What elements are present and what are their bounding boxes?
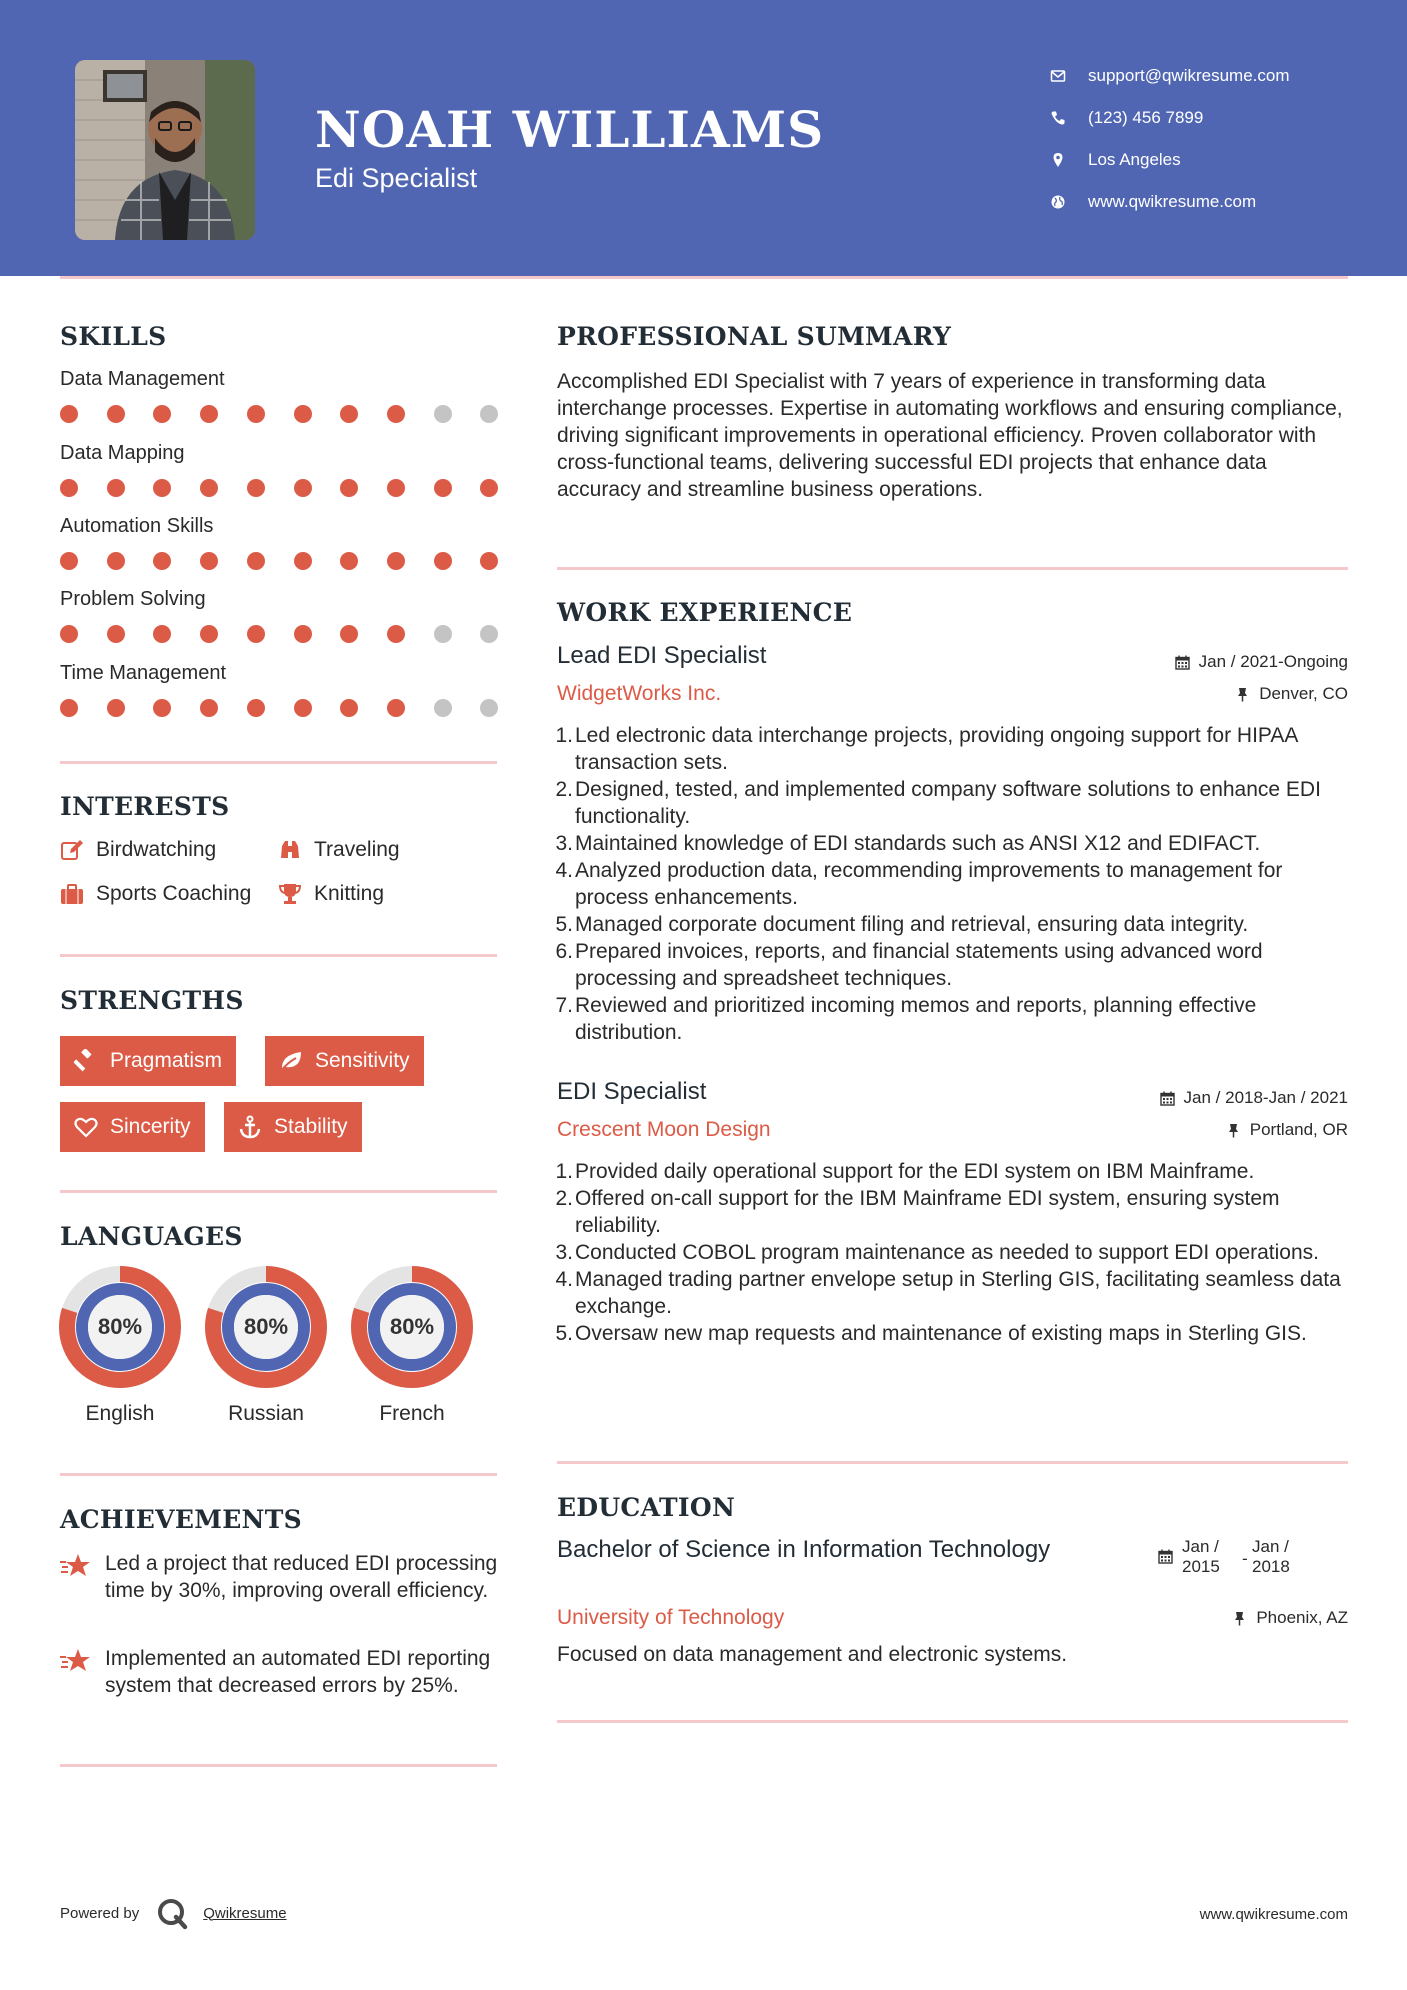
strength-tag	[224, 1102, 362, 1152]
pushpin-icon	[1226, 1123, 1241, 1138]
skill-dot	[247, 625, 265, 643]
skill-dot	[480, 699, 498, 717]
responsibility-item	[557, 992, 1357, 1046]
achievement-text: Implemented an automated EDI reporting system that decreased errors by 25%.	[105, 1647, 491, 1697]
strength-label: Sensitivity	[315, 1049, 410, 1072]
skill-rating	[60, 405, 500, 423]
strengths-heading: STRENGTHS	[60, 986, 244, 1015]
language-ring	[351, 1266, 473, 1388]
responsibility-item	[557, 830, 1357, 857]
skill-dot	[107, 625, 125, 643]
responsibility-number: 2.	[555, 1187, 573, 1210]
responsibility-item	[557, 857, 1357, 911]
responsibility-item	[557, 911, 1357, 938]
strength-tag	[60, 1102, 205, 1152]
responsibility-number: 3.	[555, 832, 573, 855]
education-location	[1232, 1608, 1348, 1628]
skill-dot	[60, 479, 78, 497]
responsibility-item	[557, 1266, 1357, 1320]
responsibility-text: Designed, tested, and implemented company software solutions to enhance EDI functionality.	[575, 778, 1321, 828]
section-divider	[60, 1190, 497, 1193]
skill-dot	[480, 405, 498, 423]
map-marker-icon	[1050, 152, 1066, 168]
footer-powered-by	[60, 1896, 287, 1930]
contact-phone[interactable]	[1050, 97, 1290, 139]
skill-dot	[153, 552, 171, 570]
skill-rating	[60, 479, 500, 497]
pushpin-icon	[1235, 687, 1250, 702]
skill-dot	[200, 552, 218, 570]
language-percent: 80%	[389, 1314, 435, 1339]
language-ring	[59, 1266, 181, 1388]
responsibility-item	[557, 1239, 1357, 1266]
interest-label: Birdwatching	[96, 838, 217, 861]
language-name: French	[379, 1402, 445, 1425]
achievement-item	[60, 1550, 500, 1630]
responsibility-number: 4.	[555, 859, 573, 882]
skill-dot	[153, 625, 171, 643]
experience-heading: WORK EXPERIENCE	[557, 598, 853, 627]
skill-dot	[294, 625, 312, 643]
globe-icon	[1050, 194, 1066, 210]
responsibility-number: 6.	[555, 940, 573, 963]
skill-dot	[387, 479, 405, 497]
skill-dot	[247, 405, 265, 423]
section-divider	[557, 1720, 1348, 1723]
summary-heading: PROFESSIONAL SUMMARY	[557, 322, 952, 351]
education-school: University of Technology	[557, 1606, 785, 1629]
responsibility-item	[557, 1185, 1357, 1239]
strength-label: Pragmatism	[110, 1049, 223, 1072]
anchor-icon	[238, 1115, 262, 1139]
responsibility-number: 2.	[555, 778, 573, 801]
qwikresume-logo-icon	[155, 1896, 189, 1930]
skill-dot	[434, 625, 452, 643]
skill-dot	[340, 625, 358, 643]
education-date-separator: -	[1242, 1549, 1248, 1568]
candidate-name: NOAH WILLIAMS	[315, 100, 825, 159]
responsibility-text: Managed trading partner envelope setup in Sterling GIS, facilitating seamless data exchange.	[575, 1268, 1341, 1318]
skill-dot	[153, 479, 171, 497]
responsibility-item	[557, 938, 1357, 992]
skill-dot	[340, 479, 358, 497]
skill-name: Time Management	[60, 662, 226, 684]
strength-label: Sincerity	[110, 1115, 191, 1138]
contact-email[interactable]	[1050, 55, 1290, 97]
language-name: Russian	[228, 1402, 304, 1425]
language-name: English	[85, 1402, 155, 1425]
job-dates-text: Jan / 2018-Jan / 2021	[1183, 1088, 1348, 1107]
candidate-title: Edi Specialist	[315, 163, 478, 193]
job-location-text: Denver, CO	[1259, 684, 1348, 703]
summary-text: Accomplished EDI Specialist with 7 years of experience in transforming data interchange processes. Expertise in automating workflows and ensuring compliance, driving significant improvements in operational efficiency. Proven collaborator with cross-functional teams, delivering successful EDI projects that enhance data accuracy and streamline business operations.	[557, 370, 1343, 501]
phone-icon	[1050, 110, 1066, 126]
achievement-item	[60, 1645, 500, 1725]
profile-photo	[75, 60, 255, 240]
pushpin-icon	[1232, 1611, 1247, 1626]
resume-header	[0, 0, 1407, 276]
education-dates	[1158, 1537, 1302, 1577]
calendar-icon	[1160, 1091, 1175, 1106]
heart-icon	[74, 1115, 98, 1139]
job-location-text: Portland, OR	[1249, 1120, 1348, 1139]
contact-list	[1050, 55, 1290, 223]
skill-dot	[480, 552, 498, 570]
contact-website-text: www.qwikresume.com	[1088, 192, 1257, 211]
responsibility-number: 5.	[555, 1322, 573, 1345]
responsibility-item	[557, 1320, 1357, 1347]
skill-dot	[200, 699, 218, 717]
education-description: Focused on data management and electronic systems.	[557, 1643, 1068, 1666]
interest-item	[278, 838, 400, 862]
achievements-heading: ACHIEVEMENTS	[60, 1505, 302, 1534]
interest-item	[60, 838, 216, 862]
responsibility-text: Conducted COBOL program maintenance as needed to support EDI operations.	[575, 1241, 1319, 1264]
section-divider	[557, 567, 1348, 570]
skill-dot	[480, 625, 498, 643]
skill-dot	[340, 552, 358, 570]
contact-location	[1050, 139, 1290, 181]
section-divider	[557, 1461, 1348, 1464]
language-percent: 80%	[243, 1314, 289, 1339]
responsibility-text: Led electronic data interchange projects, providing ongoing support for HIPAA transaction sets.	[575, 724, 1298, 774]
contact-email-text: support@qwikresume.com	[1088, 66, 1290, 85]
languages-heading: LANGUAGES	[60, 1222, 243, 1251]
skill-dot	[153, 699, 171, 717]
job-title: Lead EDI Specialist	[557, 642, 767, 669]
leaf-icon	[279, 1049, 303, 1073]
education-degree: Bachelor of Science in Information Technology	[557, 1536, 1051, 1563]
skill-rating	[60, 625, 500, 643]
skill-rating	[60, 552, 500, 570]
envelope-icon	[1050, 68, 1066, 84]
trophy-icon	[278, 882, 302, 906]
calendar-icon	[1158, 1549, 1173, 1564]
star-badge-icon	[60, 1647, 92, 1675]
skill-dot	[60, 699, 78, 717]
qwikresume-link[interactable]: Qwikresume	[203, 1904, 287, 1922]
skill-dot	[60, 552, 78, 570]
skill-dot	[434, 479, 452, 497]
skill-name: Automation Skills	[60, 515, 214, 537]
interest-label: Traveling	[314, 838, 400, 861]
skill-dot	[60, 405, 78, 423]
contact-website[interactable]	[1050, 181, 1290, 223]
contact-phone-text: (123) 456 7899	[1088, 108, 1204, 127]
calendar-icon	[1175, 655, 1190, 670]
skill-dot	[340, 405, 358, 423]
skill-rating	[60, 699, 500, 717]
skill-dot	[340, 699, 358, 717]
skill-dot	[294, 552, 312, 570]
responsibility-text: Offered on-call support for the IBM Mainframe EDI system, ensuring system reliability.	[575, 1187, 1280, 1237]
responsibility-item	[557, 722, 1357, 776]
interest-label: Knitting	[314, 882, 385, 905]
interest-label: Sports Coaching	[96, 882, 252, 905]
header-divider	[60, 276, 1348, 279]
education-end-date: Jan / 2018	[1252, 1537, 1290, 1576]
language-percent: 80%	[97, 1314, 143, 1339]
responsibility-text: Provided daily operational support for the EDI system on IBM Mainframe.	[575, 1160, 1255, 1183]
skill-dot	[294, 405, 312, 423]
footer-website[interactable]: www.qwikresume.com	[1199, 1906, 1348, 1923]
education-heading: EDUCATION	[557, 1493, 736, 1522]
skill-dot	[247, 699, 265, 717]
gavel-icon	[74, 1049, 98, 1073]
skill-name: Problem Solving	[60, 588, 206, 610]
star-badge-icon	[60, 1552, 92, 1580]
skill-dot	[387, 552, 405, 570]
skill-dot	[387, 699, 405, 717]
skills-heading: SKILLS	[60, 322, 167, 351]
binoculars-icon	[278, 838, 302, 862]
skill-name: Data Mapping	[60, 442, 185, 464]
job-dates	[1175, 652, 1348, 672]
skill-dot	[60, 625, 78, 643]
responsibility-number: 3.	[555, 1241, 573, 1264]
skill-dot	[434, 699, 452, 717]
section-divider	[60, 1473, 497, 1476]
skill-dot	[153, 405, 171, 423]
responsibility-text: Reviewed and prioritized incoming memos and reports, planning effective distribution.	[575, 994, 1257, 1044]
skill-dot	[387, 405, 405, 423]
responsibility-text: Analyzed production data, recommending improvements to management for process enhancements.	[575, 859, 1283, 909]
responsibility-item	[557, 776, 1357, 830]
job-title: EDI Specialist	[557, 1078, 707, 1105]
skill-dot	[107, 479, 125, 497]
skill-dot	[387, 625, 405, 643]
responsibility-number: 1.	[555, 1160, 573, 1183]
section-divider	[60, 761, 497, 764]
skill-dot	[480, 479, 498, 497]
job-responsibilities	[557, 1158, 1357, 1347]
responsibility-text: Maintained knowledge of EDI standards such as ANSI X12 and EDIFACT.	[575, 832, 1261, 855]
skill-dot	[247, 552, 265, 570]
skill-dot	[200, 625, 218, 643]
interest-item	[278, 882, 384, 906]
skill-dot	[107, 552, 125, 570]
responsibility-item	[557, 1158, 1357, 1185]
section-divider	[60, 1764, 497, 1767]
job-company: Crescent Moon Design	[557, 1118, 771, 1141]
responsibility-number: 7.	[555, 994, 573, 1017]
skill-name: Data Management	[60, 368, 225, 390]
pencil-square-icon	[60, 838, 84, 862]
skill-dot	[434, 405, 452, 423]
achievement-text: Led a project that reduced EDI processing time by 30%, improving overall efficiency.	[105, 1552, 498, 1602]
briefcase-icon	[60, 882, 84, 906]
strength-tag	[60, 1036, 236, 1086]
strength-tag	[265, 1036, 424, 1086]
powered-by-text: Powered by	[60, 1904, 140, 1922]
skill-dot	[294, 699, 312, 717]
job-responsibilities	[557, 722, 1357, 1046]
skill-dot	[247, 479, 265, 497]
job-dates	[1160, 1088, 1348, 1108]
responsibility-text: Prepared invoices, reports, and financial statements using advanced word processing and spreadsheet techniques.	[575, 940, 1263, 990]
skill-dot	[107, 405, 125, 423]
skill-dot	[200, 405, 218, 423]
strength-label: Stability	[274, 1115, 348, 1138]
job-company: WidgetWorks Inc.	[557, 682, 722, 705]
job-location	[1226, 1120, 1348, 1140]
education-start-date: Jan / 2015	[1182, 1537, 1220, 1576]
responsibility-text: Managed corporate document filing and retrieval, ensuring data integrity.	[575, 913, 1249, 936]
job-location	[1235, 684, 1348, 704]
responsibility-number: 4.	[555, 1268, 573, 1291]
responsibility-number: 5.	[555, 913, 573, 936]
skill-dot	[200, 479, 218, 497]
education-location-text: Phoenix, AZ	[1256, 1608, 1348, 1627]
interests-heading: INTERESTS	[60, 792, 230, 821]
interest-item	[60, 882, 251, 906]
responsibility-text: Oversaw new map requests and maintenance of existing maps in Sterling GIS.	[575, 1322, 1307, 1345]
responsibility-number: 1.	[555, 724, 573, 747]
language-ring	[205, 1266, 327, 1388]
skill-dot	[434, 552, 452, 570]
skill-dot	[294, 479, 312, 497]
job-dates-text: Jan / 2021-Ongoing	[1198, 652, 1348, 671]
skill-dot	[107, 699, 125, 717]
contact-location-text: Los Angeles	[1088, 150, 1181, 169]
section-divider	[60, 954, 497, 957]
